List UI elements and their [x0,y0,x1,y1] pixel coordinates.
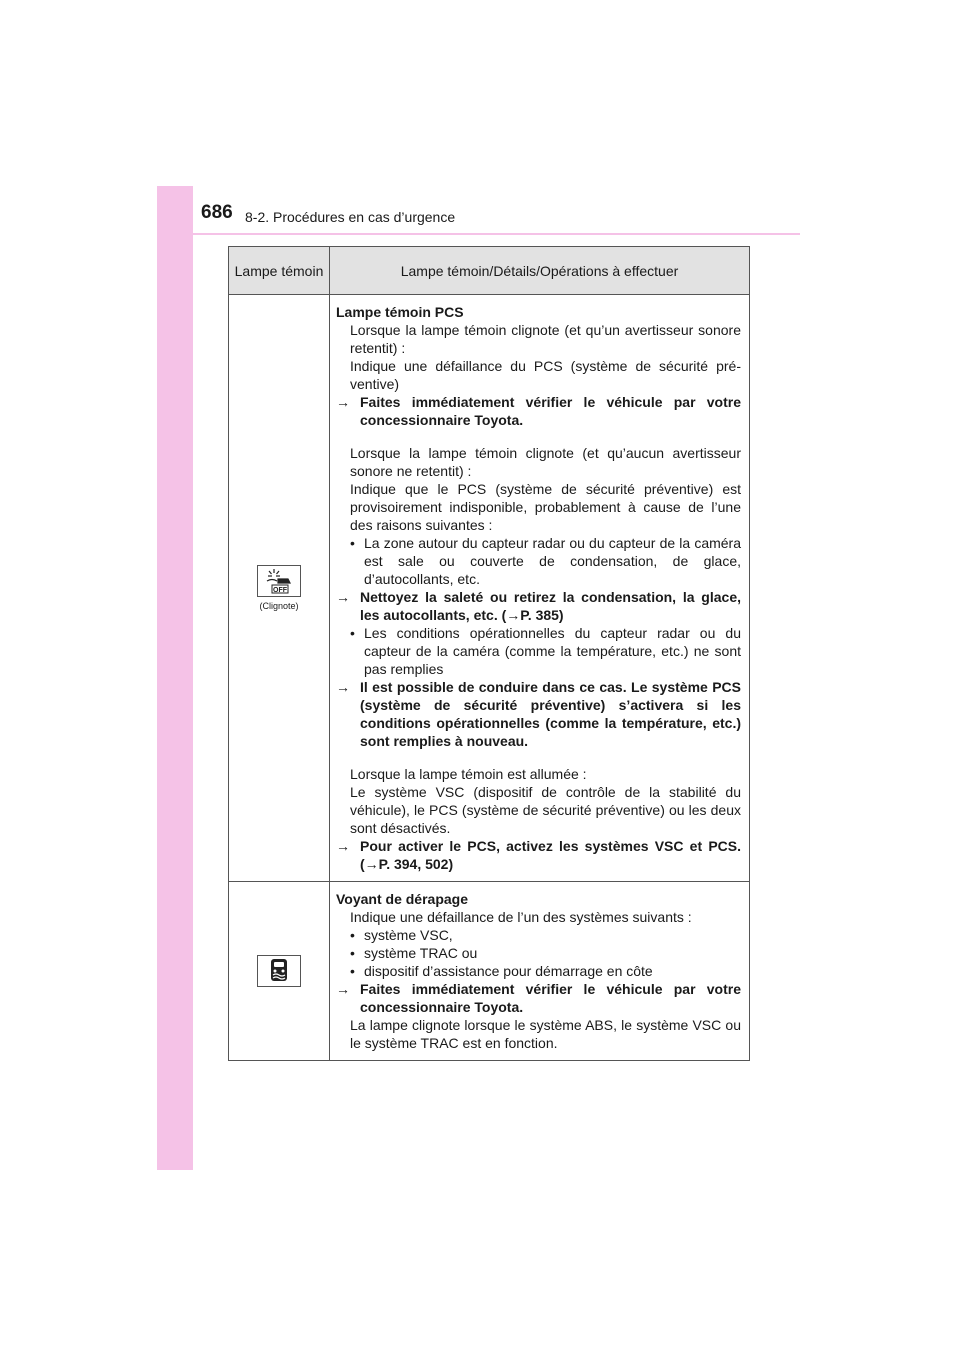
bullet-item: • système VSC, [350,927,453,943]
icon-caption: (Clignote) [259,600,299,611]
slip-indicator-icon [257,955,301,987]
chapter-title: 8-2. Procédures en cas d’urgence [245,209,456,225]
bullet-icon: • [350,945,355,961]
action-instruction: → Nettoyez la saleté ou retirez la condensation, la glace, les autocollants, etc. (→P. 385) [336,589,741,623]
svg-text:OFF: OFF [273,586,287,594]
paragraph: Indique une défaillance du PCS (système de sécurité pré-ventive) [350,358,741,392]
arrow-icon: → [336,838,350,854]
bullet-icon: • [350,535,355,551]
paragraph: Lorsque la lampe témoin est allumée : [350,766,587,782]
desc-cell-slip [330,882,750,1061]
table-header-row [229,247,750,295]
bullet-item: • dispositif d’assistance pour démarrage en côte [350,963,653,979]
header-lamp: Lampe témoin [229,247,330,295]
bullet-icon: • [350,625,355,641]
bullet-icon: • [350,963,355,979]
arrow-icon: → [336,679,350,695]
action-instruction: → Faites immédiatement vérifier le véhicule par votre concessionnaire Toyota. [336,981,741,1015]
bullet-item: • Les conditions opérationnelles du capteur radar ou du capteur de la caméra (comme la température, etc.) ne sont pas remplies [350,625,741,677]
bullet-item: • système TRAC ou [350,945,478,961]
header-details: Lampe témoin/Détails/Opérations à effectuer [330,247,750,295]
paragraph: Lorsque la lampe témoin clignote (et qu’un avertisseur sonore retentit) : [350,322,741,356]
item-title: Voyant de dérapage [336,891,469,907]
paragraph: Indique une défaillance de l’un des systèmes suivants : [350,909,692,925]
lamp-cell-pcs [229,295,330,882]
bullet-item: • La zone autour du capteur radar ou du capteur de la caméra est sale ou couverte de condensation, de glace, d’autocollants, etc. [350,535,741,587]
warning-lamp-table [228,246,750,1061]
paragraph: Indique que le PCS (système de sécurité préventive) est provisoirement indisponible, probablement à cause de l’une des raisons suivantes : [350,481,741,533]
arrow-icon: → [336,589,350,605]
action-instruction: → Faites immédiatement vérifier le véhicule par votre concessionnaire Toyota. [336,394,741,428]
lamp-cell-slip [229,882,330,1061]
page-number: 686 [201,202,233,223]
desc-cell-pcs [330,295,750,882]
header-rule [193,233,800,235]
paragraph: Lorsque la lampe témoin clignote (et qu’aucun avertisseur sonore ne retentit) : [350,445,741,479]
action-instruction: → Pour activer le PCS, activez les systèmes VSC et PCS. (→P. 394, 502) [336,838,741,872]
pcs-off-warning-icon [257,565,301,597]
item-title: Lampe témoin PCS [336,304,464,320]
arrow-icon: → [336,981,350,997]
table-row [229,882,750,1061]
arrow-icon: → [336,394,350,410]
paragraph: La lampe clignote lorsque le système ABS, le système VSC ou le système TRAC est en fonction. [350,1017,741,1051]
bullet-icon: • [350,927,355,943]
side-color-strip [157,186,193,1170]
action-instruction: → Il est possible de conduire dans ce cas. Le système PCS (système de sécurité préventive) s’activera si les conditions opérationnelles (comme la température, etc.) sont remplies à nouveau. [336,679,741,749]
table-row [229,295,750,882]
paragraph: Le système VSC (dispositif de contrôle de la stabilité du véhicule), le PCS (système de sécurité préventive) ou les deux sont désactivés. [350,784,741,836]
